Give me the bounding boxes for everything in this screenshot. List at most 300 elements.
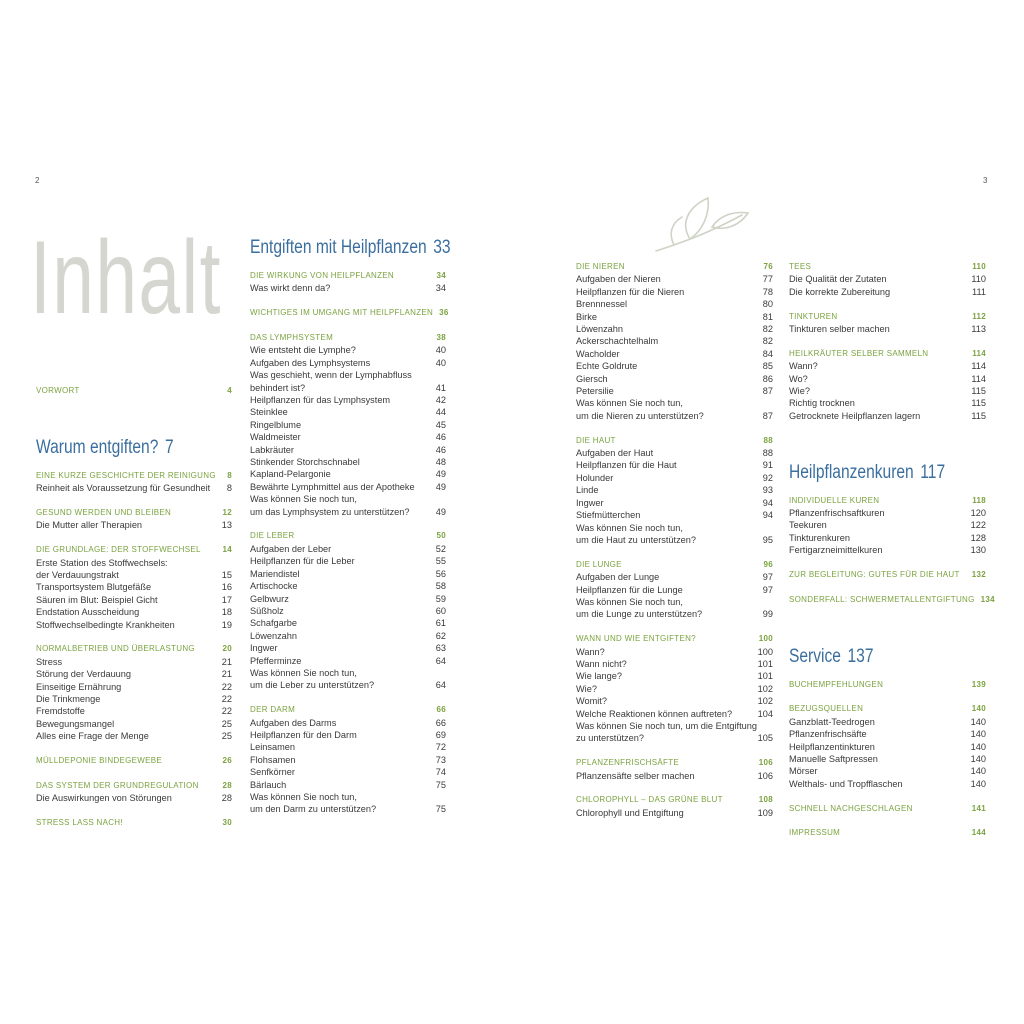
entry-page: 97 [762,572,773,583]
section-heading[interactable] [789,827,986,839]
section-page: 108 [758,795,773,805]
toc-entry[interactable] [250,580,446,592]
section-heading[interactable] [250,530,446,542]
entry-page: 46 [435,444,446,455]
toc-entry[interactable] [789,716,986,728]
section-heading[interactable] [250,332,446,344]
section-heading[interactable] [789,261,986,273]
entry-title: Alles eine Frage der Menge [36,731,149,742]
toc-section [250,704,446,816]
entry-title: Reinheit als Voraussetzung für Gesundheit [36,483,211,494]
entry-page: 60 [435,605,446,616]
toc-section [576,757,773,782]
entry-page: 101 [757,658,773,669]
entry-page: 75 [435,804,446,815]
section-page: 36 [439,308,449,318]
entry-title: Kapland-Pelargonie [250,469,331,480]
toc-entry[interactable] [576,472,773,484]
entry-title: Wie? [789,386,810,397]
chapter-page: 7 [164,436,174,458]
toc-entry[interactable] [576,509,773,521]
toc-entry[interactable] [250,282,446,294]
toc-entry[interactable] [250,431,446,443]
entry-title: Mariendistel [250,568,300,579]
section-title: PFLANZENFRISCHSÄFTE [576,758,680,768]
section-heading[interactable] [576,435,773,447]
toc-entry[interactable] [250,679,446,691]
toc-entry[interactable] [36,656,232,668]
entry-page: 128 [970,532,986,543]
toc-entry[interactable] [250,717,446,729]
toc-entry[interactable] [789,410,986,422]
entry-page: 140 [970,741,986,752]
entry-title: behindert ist? [250,382,306,393]
toc-entry[interactable] [250,605,446,617]
entry-page: 15 [221,570,232,581]
section-heading[interactable] [789,703,986,715]
toc-entry[interactable] [576,708,773,720]
toc-entry[interactable] [36,792,232,804]
toc-section [789,261,986,298]
entry-page: 106 [757,770,773,781]
entry-page: 63 [435,643,446,654]
toc-entry[interactable] [789,397,986,409]
toc-entry[interactable] [250,655,446,667]
toc-entry[interactable] [36,693,232,705]
entry-title: Echte Goldrute [576,361,638,372]
entry-title: Birke [576,311,597,322]
toc-entry[interactable] [789,532,986,544]
section-title: HEILKRÄUTER SELBER SAMMELN [789,348,929,358]
toc-entry[interactable] [576,770,773,782]
toc-section [789,569,986,581]
entry-title: Leinsamen [250,742,295,753]
section-heading[interactable] [36,470,232,482]
entry-page: 61 [435,618,446,629]
entry-title: Flohsamen [250,754,296,765]
entry-title: Aufgaben des Lymphsystems [250,357,371,368]
section-page: 100 [758,634,773,644]
toc-entry[interactable] [250,394,446,406]
entry-title: Ganzblatt-Teedrogen [789,716,875,727]
entry-page: 111 [972,286,986,297]
entry-page: 95 [762,534,773,545]
entry-page: 64 [435,655,446,666]
toc-section [576,435,773,547]
section-page: 118 [972,495,986,505]
entry-title: Endstation Ausscheidung [36,607,140,618]
entry-title: Was können Sie noch tun, [250,494,357,505]
entry-title: Bewegungsmangel [36,718,115,729]
toc-entry[interactable] [576,646,773,658]
toc-entry[interactable] [789,273,986,285]
section-title: BEZUGSQUELLEN [789,704,864,714]
section-page: 20 [222,644,232,654]
chapter-title: Service [789,645,841,667]
toc-entry[interactable] [789,765,986,777]
entry-page: 49 [435,481,446,492]
toc-section [36,817,232,829]
entry-title: Wie? [576,683,597,694]
toc-entry[interactable] [250,754,446,766]
toc-entry[interactable] [36,705,232,717]
toc-entry[interactable] [576,596,773,608]
entry-title: Ackerschachtelhalm [576,336,659,347]
entry-page: 110 [971,274,986,285]
entry-title: Richtig trocknen [789,398,855,409]
toc-entry[interactable] [576,311,773,323]
section-title: MÜLLDEPONIE BINDEGEWEBE [36,756,163,766]
entry-page: 56 [435,568,446,579]
toc-entry[interactable] [36,681,232,693]
entry-page: 42 [435,395,446,406]
section-heading[interactable] [576,261,773,273]
section-page: 139 [971,679,986,689]
toc-entry[interactable] [250,481,446,493]
section-heading[interactable] [789,594,995,606]
section-page: 96 [763,559,773,569]
section-heading[interactable] [36,385,232,397]
entry-title: um die Haut zu unterstützen? [576,534,697,545]
section-heading[interactable] [36,755,232,767]
toc-entry[interactable] [576,373,773,385]
toc-entry[interactable] [789,373,986,385]
entry-title: um die Nieren zu unterstützen? [576,410,704,421]
entry-page: 92 [762,472,773,483]
toc-entry[interactable] [250,344,446,356]
toc-entry[interactable] [250,593,446,605]
section-page: 76 [763,262,773,271]
entry-page: 40 [435,357,446,368]
toc-entry[interactable] [576,807,773,819]
entry-page: 21 [221,669,232,680]
section-title: DAS LYMPHSYSTEM [250,333,334,342]
toc-entry[interactable] [789,728,986,740]
entry-page: 115 [971,386,986,397]
section-title: SONDERFALL: SCHWERMETALLENTGIFTUNG [789,594,975,604]
section-heading[interactable] [789,495,986,507]
entry-title: Brennnessel [576,299,628,310]
toc-entry[interactable] [36,619,232,631]
toc-entry[interactable] [250,729,446,741]
section-title: IMPRESSUM [789,828,841,838]
section-title: STRESS LASS NACH! [36,818,123,828]
toc-entry[interactable] [789,519,986,531]
entry-title: Erste Station des Stoffwechsels: [36,557,168,568]
section-page: 38 [436,333,446,342]
toc-entry[interactable] [250,741,446,753]
toc-entry[interactable] [250,369,446,381]
toc-entry[interactable] [576,571,773,583]
chapter-heading [36,436,197,460]
entry-title: Löwenzahn [576,324,623,335]
entry-title: Ingwer [576,497,604,508]
entry-page: 140 [970,729,986,740]
entry-title: Giersch [576,373,608,384]
entry-title: Tinkturen selber machen [789,324,890,335]
toc-entry[interactable] [250,568,446,580]
entry-page: 100 [757,646,773,657]
page-number-right: 3 [983,176,988,185]
entry-page: 74 [435,767,446,778]
toc-entry[interactable] [576,298,773,310]
section-heading[interactable] [576,794,773,806]
entry-title: um das Lymphsystem zu unterstützen? [250,506,410,517]
section-title: GESUND WERDEN UND BLEIBEN [36,508,172,517]
entry-title: Chlorophyll und Entgiftung [576,807,684,818]
toc-entry[interactable] [36,482,232,494]
toc-section [789,679,986,691]
entry-page: 114 [971,361,986,372]
entry-page: 130 [970,545,986,556]
entry-page: 49 [435,469,446,480]
toc-section [36,544,232,631]
toc-entry[interactable] [250,543,446,555]
entry-page: 87 [762,410,773,421]
toc-section [36,755,232,767]
entry-page: 81 [762,311,773,322]
entry-page: 16 [221,582,232,593]
entry-page: 102 [757,683,773,694]
section-page: 12 [222,508,232,517]
toc-entry[interactable] [576,522,773,534]
toc-section [576,633,773,745]
section-heading[interactable] [36,780,232,792]
entry-title: Heilpflanzen für die Haut [576,460,677,471]
toc-entry[interactable] [789,286,986,298]
entry-title: um die Leber zu unterstützen? [250,680,375,691]
toc-entry[interactable] [576,658,773,670]
entry-title: Wie entsteht die Lymphe? [250,345,356,356]
toc-entry[interactable] [789,385,986,397]
toc-section [36,507,232,532]
entry-page: 115 [971,398,986,409]
section-heading[interactable] [250,307,449,319]
toc-entry[interactable] [36,730,232,742]
toc-entry[interactable] [576,447,773,459]
toc-entry[interactable] [789,778,986,790]
toc-entry[interactable] [250,493,446,505]
section-page: 88 [763,435,773,445]
toc-entry[interactable] [576,683,773,695]
entry-page: 87 [762,386,773,397]
toc-entry[interactable] [576,459,773,471]
entry-page: 75 [435,779,446,790]
entry-title: Wo? [789,373,808,384]
toc-entry[interactable] [250,506,446,518]
toc-entry[interactable] [36,668,232,680]
entry-page: 73 [435,754,446,765]
section-title: CHLOROPHYLL – DAS GRÜNE BLUT [576,795,723,805]
entry-title: Steinklee [250,407,288,418]
chapter-page: 117 [920,461,946,483]
entry-page: 109 [757,807,773,818]
toc-entry[interactable] [36,569,232,581]
entry-page: 69 [435,729,446,740]
toc-entry[interactable] [250,456,446,468]
toc-entry[interactable] [250,357,446,369]
entry-title: Die Qualität der Zutaten [789,274,887,285]
entry-title: Was wirkt denn da? [250,283,331,294]
section-heading[interactable] [789,311,986,323]
toc-entry[interactable] [250,444,446,456]
entry-page: 99 [762,609,773,620]
section-title: SCHNELL NACHGESCHLAGEN [789,803,913,813]
toc-entry[interactable] [250,791,446,803]
toc-entry[interactable] [576,323,773,335]
toc-column-4 [789,261,995,852]
toc-entry[interactable] [576,397,773,409]
toc-entry[interactable] [576,273,773,285]
entry-title: Die korrekte Zubereitung [789,286,891,297]
toc-entry[interactable] [250,382,446,394]
toc-entry[interactable] [576,732,773,744]
chapter-title: Entgiften mit Heilpflanzen [250,237,427,258]
section-heading[interactable] [576,757,773,769]
entry-title: Holunder [576,472,614,483]
entry-title: Ingwer [250,643,278,654]
section-heading[interactable] [789,348,986,360]
entry-page: 59 [435,593,446,604]
entry-page: 41 [435,382,446,393]
entry-title: Pflanzensäfte selber machen [576,770,695,781]
entry-title: Gelbwurz [250,593,289,604]
entry-title: Bewährte Lymphmittel aus der Apotheke [250,481,415,492]
section-title: DIE GRUNDLAGE: DER STOFFWECHSEL [36,545,201,555]
toc-entry[interactable] [789,544,986,556]
section-page: 134 [980,594,995,604]
entry-page: 52 [435,543,446,554]
entry-title: der Verdauungstrakt [36,570,119,581]
entry-title: Linde [576,485,599,496]
entry-page: 115 [971,410,986,421]
toc-entry[interactable] [250,406,446,418]
section-heading[interactable] [789,679,986,691]
entry-title: Die Trinkmenge [36,694,101,705]
toc-entry[interactable] [36,594,232,606]
toc-section [576,794,773,819]
entry-page: 120 [970,508,986,519]
section-heading[interactable] [250,704,446,716]
section-heading[interactable] [36,643,232,655]
toc-section [250,270,446,295]
section-heading[interactable] [576,559,773,571]
toc-entry[interactable] [789,360,986,372]
section-heading[interactable] [250,270,446,282]
toc-entry[interactable] [576,286,773,298]
toc-entry[interactable] [250,642,446,654]
toc-entry[interactable] [576,348,773,360]
chapter-heading [789,461,951,485]
toc-entry[interactable] [576,670,773,682]
section-title: ZUR BEGLEITUNG: GUTES FÜR DIE HAUT [789,570,960,580]
toc-entry[interactable] [250,779,446,791]
entry-title: Heilpflanzen für die Lunge [576,584,683,595]
section-page: 132 [971,570,986,580]
entry-page: 49 [435,506,446,517]
toc-column-2 [250,236,451,828]
toc-entry[interactable] [789,507,986,519]
toc-entry[interactable] [250,667,446,679]
entry-title: Pfefferminze [250,655,302,666]
entry-page: 101 [757,671,773,682]
toc-entry[interactable] [576,385,773,397]
toc-section [789,311,986,336]
entry-title: Pflanzenfrischsaftkuren [789,508,885,519]
section-page: 112 [972,311,986,321]
entry-title: Aufgaben der Haut [576,448,654,459]
entry-title: Aufgaben der Leber [250,543,332,554]
toc-entry[interactable] [576,534,773,546]
toc-entry[interactable] [250,630,446,642]
section-heading[interactable] [36,507,232,519]
section-heading[interactable] [36,544,232,556]
toc-section [789,348,986,422]
entry-title: Säuren im Blut: Beispiel Gicht [36,594,158,605]
toc-entry[interactable] [789,753,986,765]
entry-page: 93 [762,485,773,496]
leaf-branch-icon [650,193,750,263]
toc-entry[interactable] [789,741,986,753]
toc-entry[interactable] [36,718,232,730]
toc-entry[interactable] [576,720,773,732]
section-page: 8 [227,470,232,480]
section-heading[interactable] [576,633,773,645]
entry-title: Was geschieht, wenn der Lymphabfluss [250,370,412,381]
entry-title: Die Auswirkungen von Störungen [36,793,172,804]
toc-entry[interactable] [576,484,773,496]
toc-entry[interactable] [250,766,446,778]
toc-entry[interactable] [576,335,773,347]
entry-page: 140 [970,778,986,789]
toc-entry[interactable] [576,410,773,422]
toc-entry[interactable] [576,695,773,707]
entry-page: 114 [971,373,986,384]
toc-entry[interactable] [576,497,773,509]
toc-entry[interactable] [576,608,773,620]
toc-entry[interactable] [576,584,773,596]
toc-entry[interactable] [250,803,446,815]
entry-title: Wann? [789,361,818,372]
toc-entry[interactable] [250,468,446,480]
entry-page: 105 [757,733,773,744]
toc-entry[interactable] [250,617,446,629]
toc-entry[interactable] [36,557,232,569]
toc-entry[interactable] [36,606,232,618]
section-heading[interactable] [789,803,986,815]
entry-page: 140 [970,754,986,765]
chapter-page: 33 [433,237,451,258]
entry-page: 77 [762,274,773,285]
toc-entry[interactable] [36,581,232,593]
toc-entry[interactable] [789,323,986,335]
entry-page: 62 [435,630,446,641]
toc-entry[interactable] [576,360,773,372]
toc-entry[interactable] [250,419,446,431]
toc-section [789,703,986,790]
section-heading[interactable] [36,817,232,829]
section-page: 141 [971,803,986,813]
section-heading[interactable] [789,569,986,581]
toc-entry[interactable] [250,555,446,567]
entry-title: Fremdstoffe [36,706,85,717]
toc-section [576,559,773,621]
entry-page: 104 [757,708,773,719]
entry-title: Heilpflanzen für das Lymphsystem [250,395,391,406]
entry-page: 34 [435,283,446,294]
section-title: BUCHEMPFEHLUNGEN [789,679,884,689]
toc-entry[interactable] [36,519,232,531]
